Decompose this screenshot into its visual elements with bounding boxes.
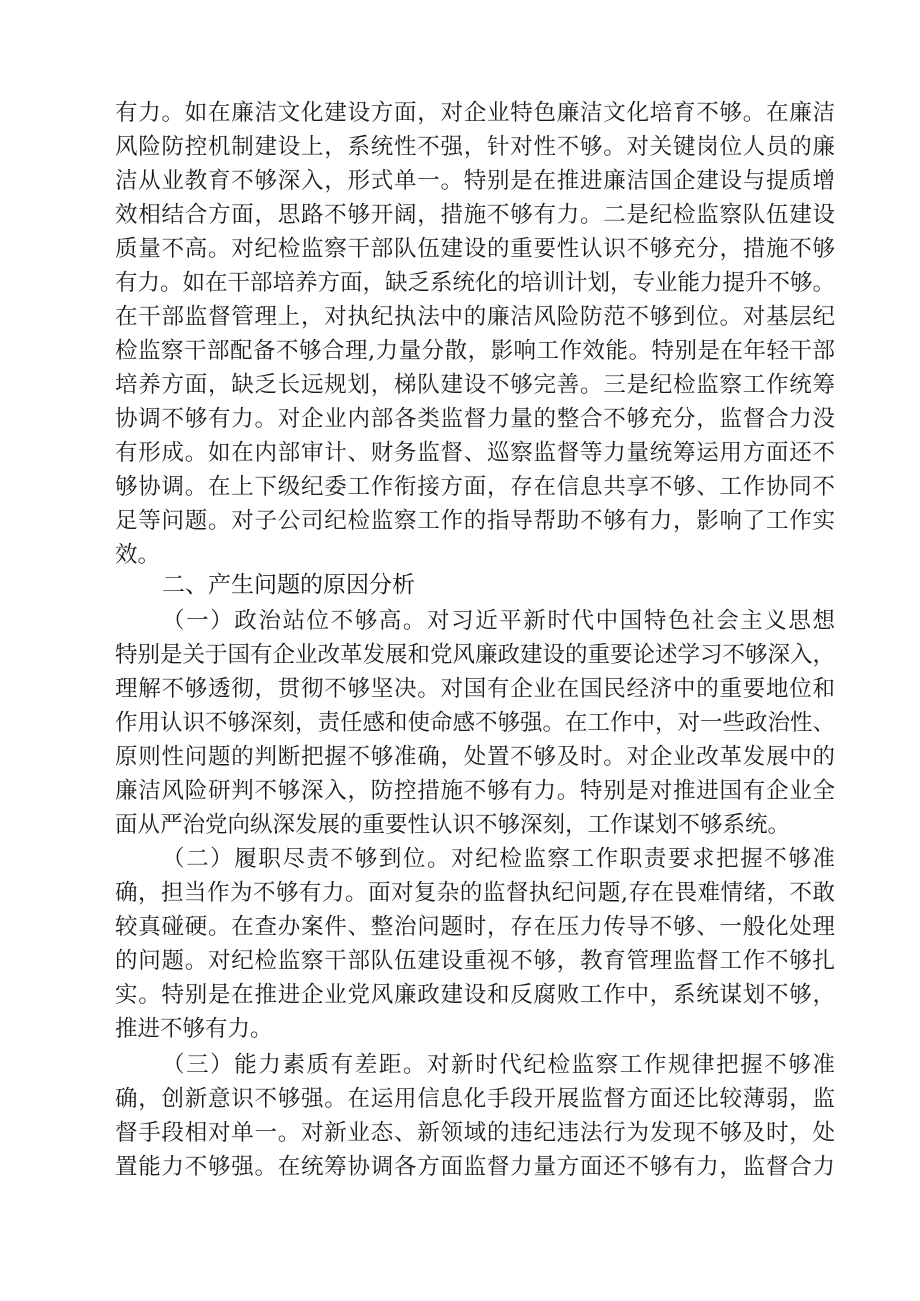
text-line: 的问题。对纪检监察干部队伍建设重视不够，教育管理监督工作不够扎	[115, 948, 835, 974]
text-line: 面从严治党向纵深发展的重要性认识不够深刻，工作谋划不够系统。	[115, 812, 791, 838]
text-line: 足等问题。对子公司纪检监察工作的指导帮助不够有力，影响了工作实	[115, 508, 835, 534]
text-line: 风险防控机制建设上，系统性不强，针对性不够。对关键岗位人员的廉	[115, 134, 835, 160]
text-line: 有形成。如在内部审计、财务监督、巡察监督等力量统筹运用方面还不	[115, 440, 835, 466]
text-line: 确，担当作为不够有力。面对复杂的监督执纪问题,存在畏难情绪，不敢	[115, 880, 835, 906]
text-line: （二）履职尽责不够到位。对纪检监察工作职责要求把握不够准	[162, 846, 835, 872]
text-line: 协调不够有力。对企业内部各类监督力量的整合不够充分，监督合力没	[115, 406, 835, 432]
text-line: 理解不够透彻，贯彻不够坚决。对国有企业在国民经济中的重要地位和	[115, 676, 835, 702]
text-line: 有力。如在干部培养方面，缺乏系统化的培训计划，专业能力提升不够。	[115, 270, 836, 296]
text-line: 效。	[115, 542, 161, 568]
text-line: 在干部监督管理上，对执纪执法中的廉洁风险防范不够到位。对基层纪	[115, 304, 835, 330]
text-line: 廉洁风险研判不够深入，防控措施不够有力。特别是对推进国有企业全	[115, 778, 835, 804]
text-line: 洁从业教育不够深入，形式单一。特别是在推进廉洁国企建设与提质增	[115, 168, 835, 194]
text-line: 检监察干部配备不够合理,力量分散，影响工作效能。特别是在年轻干部	[115, 338, 835, 364]
text-line: 推进不够有力。	[115, 1016, 273, 1042]
text-line: 培养方面，缺乏长远规划，梯队建设不够完善。三是纪检监察工作统筹	[115, 372, 835, 398]
text-line: 质量不高。对纪检监察干部队伍建设的重要性认识不够充分，措施不够	[115, 236, 835, 262]
text-line: 督手段相对单一。对新业态、新领域的违纪违法行为发现不够及时，处	[115, 1120, 835, 1146]
text-line: （三）能力素质有差距。对新时代纪检监察工作规律把握不够准	[162, 1052, 835, 1078]
text-line: 效相结合方面，思路不够开阔，措施不够有力。二是纪检监察队伍建设	[115, 202, 835, 228]
text-line: 较真碰硬。在查办案件、整治问题时，存在压力传导不够、一般化处理	[115, 914, 835, 940]
text-line: 原则性问题的判断把握不够准确，处置不够及时。对企业改革发展中的	[115, 744, 835, 770]
text-line: （一）政治站位不够高。对习近平新时代中国特色社会主义思想	[162, 608, 835, 634]
text-line: 确，创新意识不够强。在运用信息化手段开展监督方面还比较薄弱，监	[115, 1086, 835, 1112]
section-heading: 二、产生问题的原因分析	[162, 572, 415, 598]
text-line: 实。特别是在推进企业党风廉政建设和反腐败工作中，系统谋划不够，	[115, 982, 835, 1008]
text-line: 有力。如在廉洁文化建设方面，对企业特色廉洁文化培育不够。在廉洁	[115, 100, 835, 126]
text-line: 特别是关于国有企业改革发展和党风廉政建设的重要论述学习不够深入，	[115, 642, 836, 668]
text-line: 置能力不够强。在统筹协调各方面监督力量方面还不够有力，监督合力	[115, 1154, 835, 1180]
text-line: 够协调。在上下级纪委工作衔接方面，存在信息共享不够、工作协同不	[115, 474, 835, 500]
text-line: 作用认识不够深刻，责任感和使命感不够强。在工作中，对一些政治性、	[115, 710, 836, 736]
